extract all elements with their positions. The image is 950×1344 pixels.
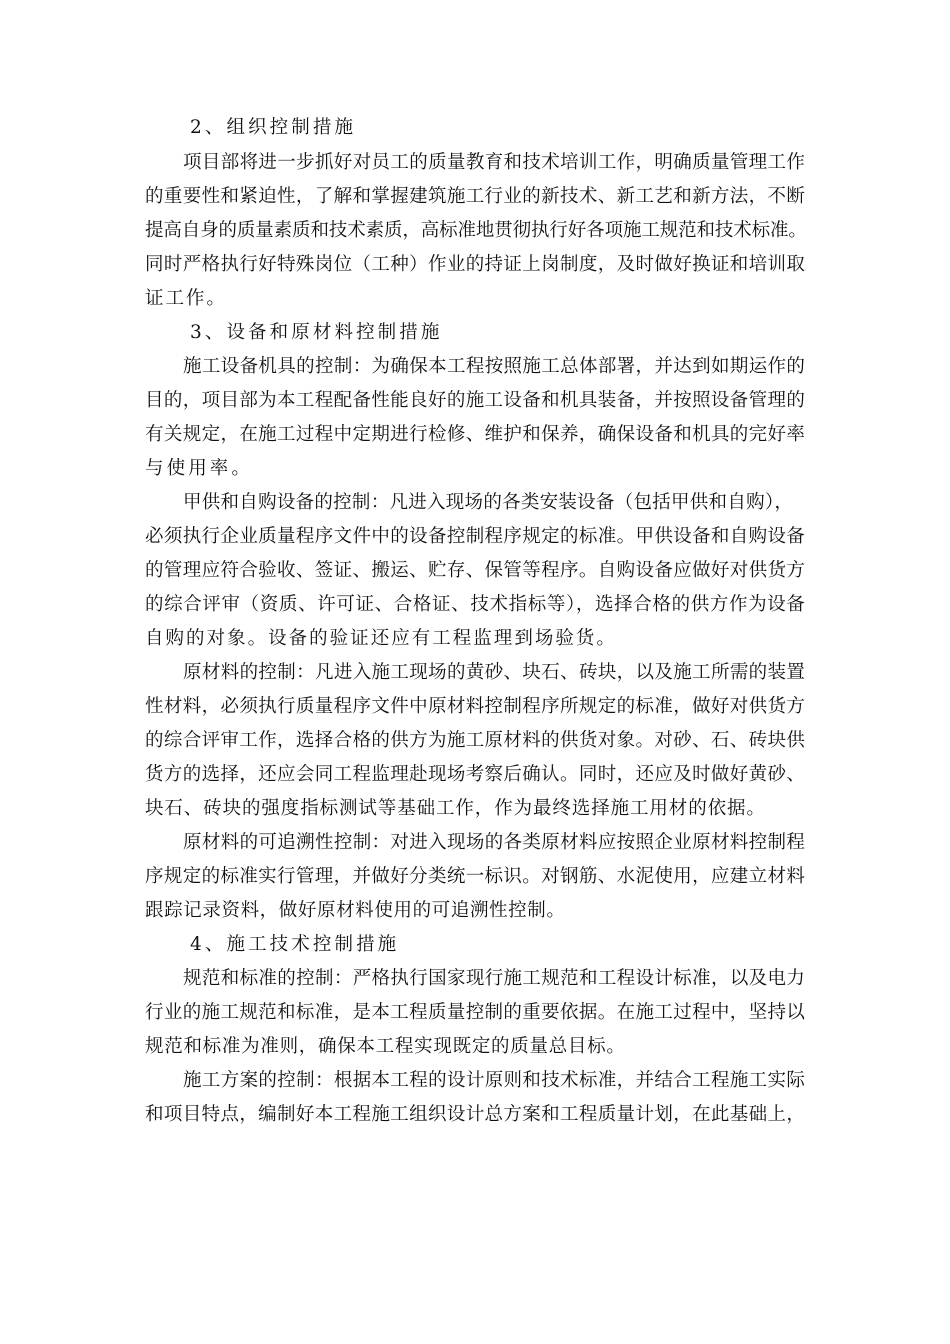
paragraph-line: 的重要性和紧迫性，了解和掌握建筑施工行业的新技术、新工艺和新方法，不断 — [145, 186, 806, 207]
paragraph-line: 性材料，必须执行质量程序文件中原材料控制程序所规定的标准，做好对供货方 — [145, 696, 806, 717]
paragraph-line: 同时严格执行好特殊岗位（工种）作业的持证上岗制度，及时做好换证和培训取 — [145, 254, 806, 275]
paragraph-line: 块石、砖块的强度指标测试等基础工作，作为最终选择施工用材的依据。 — [145, 798, 766, 819]
section-heading-3: 3、设备和原材料控制措施 — [190, 322, 443, 343]
paragraph-line: 甲供和自购设备的控制：凡进入现场的各类安装设备（包括甲供和自购）， — [183, 492, 794, 513]
paragraph-line: 序规定的标准实行管理，并做好分类统一标识。对钢筋、水泥使用，应建立材料 — [145, 866, 806, 887]
paragraph-line: 提高自身的质量素质和技术素质，高标准地贯彻执行好各项施工规范和技术标准。 — [145, 220, 807, 241]
paragraph-line: 的综合评审工作，选择合格的供方为施工原材料的供货对象。对砂、石、砖块供 — [145, 730, 806, 751]
paragraph-line: 证工作。 — [145, 288, 227, 309]
paragraph-line: 目的，项目部为本工程配备性能良好的施工设备和机具装备，并按照设备管理的 — [145, 390, 806, 411]
paragraph-line: 项目部将进一步抓好对员工的质量教育和技术培训工作，明确质量管理工作 — [183, 152, 806, 173]
paragraph-line: 原材料的可追溯性控制：对进入现场的各类原材料应按照企业原材料控制程 — [183, 832, 806, 853]
paragraph-line: 行业的施工规范和标准，是本工程质量控制的重要依据。在施工过程中，坚持以 — [145, 1002, 806, 1023]
section-heading-2: 2、组织控制措施 — [190, 117, 357, 138]
paragraph-line: 施工设备机具的控制：为确保本工程按照施工总体部署，并达到如期运作的 — [183, 356, 806, 377]
paragraph-line: 必须执行企业质量程序文件中的设备控制程序规定的标准。甲供设备和自购设备 — [145, 526, 806, 547]
paragraph-line: 自购的对象。设备的验证还应有工程监理到场验货。 — [145, 628, 617, 649]
paragraph-line: 跟踪记录资料，做好原材料使用的可追溯性控制。 — [145, 900, 566, 921]
paragraph-line: 和项目特点，编制好本工程施工组织设计总方案和工程质量计划，在此基础上， — [145, 1104, 806, 1125]
paragraph-line: 的综合评审（资质、许可证、合格证、技术指标等），选择合格的供方作为设备 — [145, 594, 806, 615]
paragraph-line: 规范和标准的控制：严格执行国家现行施工规范和工程设计标准，以及电力 — [183, 968, 806, 989]
paragraph-line: 规范和标准为准则，确保本工程实现既定的质量总目标。 — [145, 1036, 626, 1057]
paragraph-line: 施工方案的控制：根据本工程的设计原则和技术标准，并结合工程施工实际 — [183, 1070, 806, 1091]
paragraph-line: 的管理应符合验收、签证、搬运、贮存、保管等程序。自购设备应做好对供货方 — [145, 560, 806, 581]
paragraph-line: 货方的选择，还应会同工程监理赴现场考察后确认。同时，还应及时做好黄砂、 — [145, 764, 806, 785]
paragraph-line: 有关规定，在施工过程中定期进行检修、维护和保养，确保设备和机具的完好率 — [145, 424, 806, 445]
paragraph-line: 原材料的控制：凡进入施工现场的黄砂、块石、砖块，以及施工所需的装置 — [183, 662, 806, 683]
section-heading-4: 4、施工技术控制措施 — [190, 934, 400, 955]
paragraph-line: 与使用率。 — [145, 458, 254, 479]
